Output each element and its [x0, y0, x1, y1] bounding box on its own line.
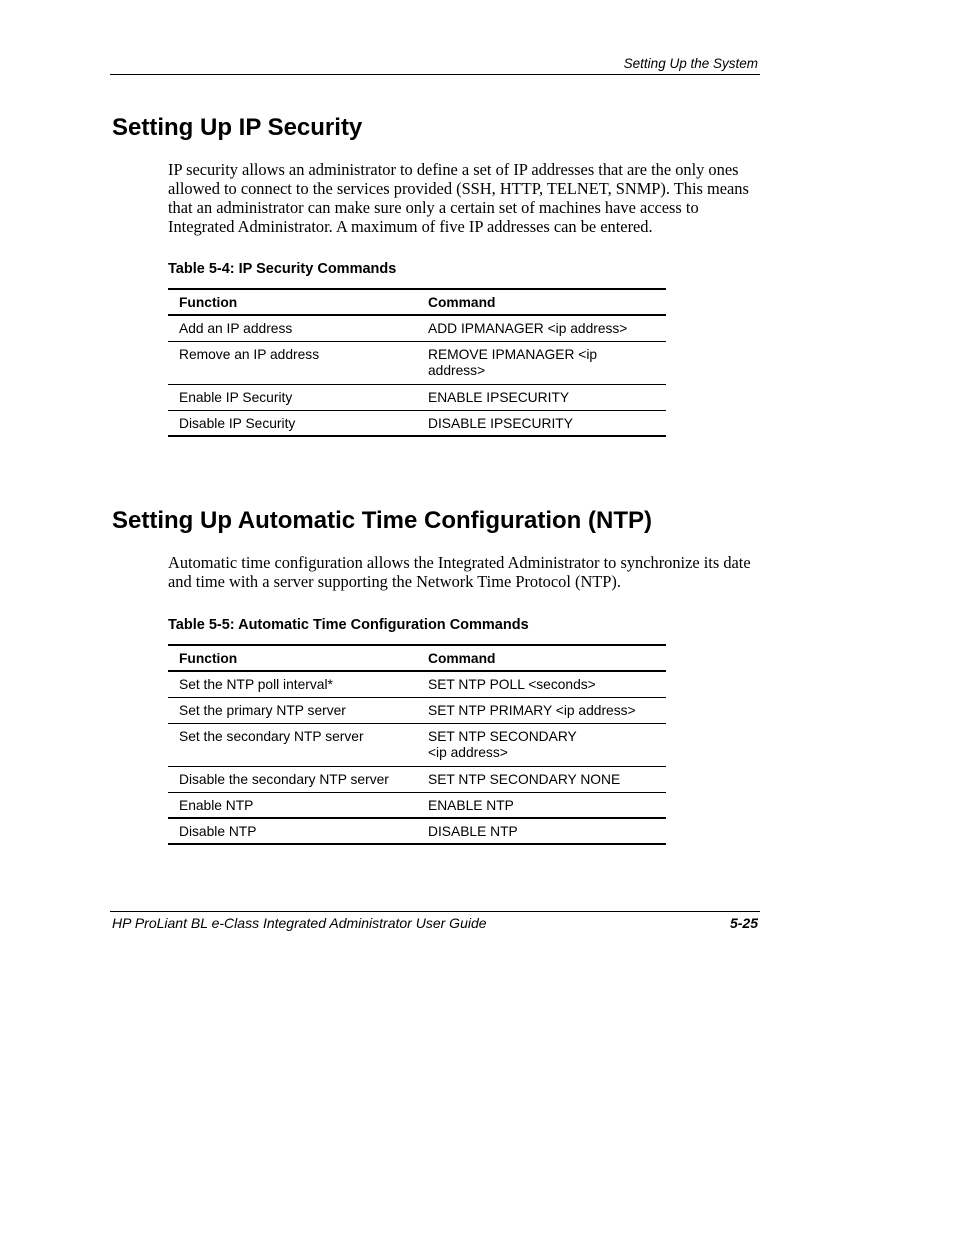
- command-cell: ADD IPMANAGER <ip address>: [417, 315, 666, 341]
- command-cell: DISABLE IPSECURITY: [417, 410, 666, 436]
- function-cell: Set the NTP poll interval*: [168, 671, 417, 697]
- command-cell: ENABLE NTP: [417, 792, 666, 818]
- table-row: [168, 315, 666, 341]
- command-cell: SET NTP PRIMARY <ip address>: [417, 697, 666, 723]
- header-rule: [110, 74, 760, 75]
- function-cell: Enable IP Security: [168, 384, 417, 410]
- section-paragraph-ntp: Automatic time configuration allows the Integrated Administrator to synchronize its date and time with a server supporting the Network Time Protocol (NTP).: [168, 553, 751, 591]
- function-cell: Disable IP Security: [168, 410, 417, 436]
- table-caption-ntp: Table 5-5: Automatic Time Configuration Commands: [168, 617, 529, 633]
- command-cell: ENABLE IPSECURITY: [417, 384, 666, 410]
- command-cell: SET NTP POLL <seconds>: [417, 671, 666, 697]
- command-cell: REMOVE IPMANAGER <ip address>: [417, 341, 666, 384]
- footer-rule: [110, 911, 760, 912]
- column-header-command: Command: [417, 289, 666, 315]
- table-row: [168, 723, 666, 766]
- function-cell: Remove an IP address: [168, 341, 417, 384]
- function-cell: Disable the secondary NTP server: [168, 766, 417, 792]
- running-header: Setting Up the System: [623, 56, 758, 71]
- command-cell: SET NTP SECONDARY <ip address>: [417, 723, 666, 766]
- section-paragraph-ip-security: IP security allows an administrator to define a set of IP addresses that are the only ones allowed to connect to the services provided (SSH, HTTP, TELNET, SNMP). This means that an administrator can make sure only a certain set of machines have access to Integrated Administrator. A maximum of five IP addresses can be entered.: [168, 160, 749, 236]
- table-row: [168, 697, 666, 723]
- function-cell: Add an IP address: [168, 315, 417, 341]
- column-header-command: Command: [417, 645, 666, 671]
- table-row: [168, 766, 666, 792]
- table-caption-ip-security: Table 5-4: IP Security Commands: [168, 261, 397, 277]
- column-header-function: Function: [168, 645, 417, 671]
- ntp-commands-table: [168, 644, 666, 845]
- ip-security-commands-table: [168, 288, 666, 437]
- table-row: [168, 410, 666, 436]
- command-cell: DISABLE NTP: [417, 818, 666, 844]
- table-row: [168, 818, 666, 844]
- section-heading-ntp: Setting Up Automatic Time Configuration (NTP): [112, 507, 652, 534]
- table-header-row: [168, 289, 666, 315]
- function-cell: Set the secondary NTP server: [168, 723, 417, 766]
- section-heading-ip-security: Setting Up IP Security: [112, 114, 363, 141]
- function-cell: Set the primary NTP server: [168, 697, 417, 723]
- page-number: 5-25: [729, 915, 758, 931]
- table-row: [168, 384, 666, 410]
- function-cell: Enable NTP: [168, 792, 417, 818]
- column-header-function: Function: [168, 289, 417, 315]
- table-row: [168, 341, 666, 384]
- table-header-row: [168, 645, 666, 671]
- function-cell: Disable NTP: [168, 818, 417, 844]
- footer-title: HP ProLiant BL e-Class Integrated Administrator User Guide: [112, 915, 487, 931]
- command-cell: SET NTP SECONDARY NONE: [417, 766, 666, 792]
- table-row: [168, 792, 666, 818]
- table-row: [168, 671, 666, 697]
